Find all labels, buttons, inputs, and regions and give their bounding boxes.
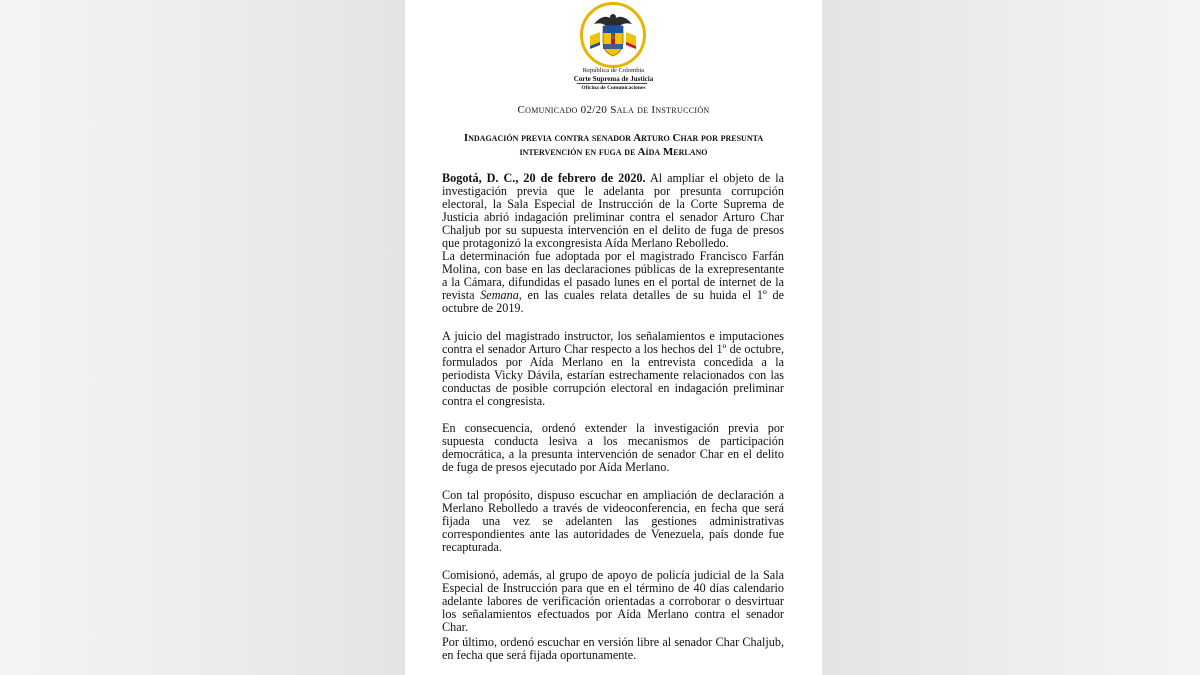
institution-country: República de Colombia <box>582 67 645 74</box>
right-background <box>822 0 1200 675</box>
paragraph-7: Por último, ordenó escuchar en versión libre al senador Char Chaljub, en fecha que será fijada oportunamente. <box>442 635 784 663</box>
header-divider <box>577 83 647 84</box>
paragraph-2 <box>442 250 784 315</box>
paragraph-6: Comisionó, además, al grupo de apoyo de policía judicial de la Sala Especial de Instrucción para que en el término de 40 días calendario adelante labores de verificación orientadas a corroborar o desvirtuar los señalamientos efectuados por Aída Merlano contra el senador Char. <box>442 568 784 635</box>
paragraph-4: En consecuencia, ordenó extender la investigación previa por supuesta conducta lesiva a los mecanismos de participación democrática, a la presunta intervención de senador Char en el delito de fuga de presos ejecutado por Aída Merlano. <box>442 421 784 475</box>
paragraph-1-text: Al ampliar el objeto de la investigación previa que le adelanta por presunta corrupción electoral, la Sala Especial de Instrucción de la Corte Suprema de Justicia abrió indagación preliminar contra el senador Arturo Char Chaljub por su supuesta intervención en el delito de fuga de presos que protagonizó la excongresista Aída Merlano Rebolledo. <box>442 171 784 251</box>
magazine-name: Semana <box>480 288 519 303</box>
paragraph-2-text-a: La determinación fue adoptada por el magistrado Francisco Farfán Molina, con base en las declaraciones públicas de la exrepresentante a la Cámara, difundidas el pasado lunes en el portal de internet de la revista <box>442 249 784 303</box>
institution-office: Oficina de Comunicaciones <box>581 84 646 91</box>
document-page <box>405 0 822 675</box>
paragraph-1 <box>442 172 784 251</box>
communique-number: Comunicado 02/20 Sala de Instrucción <box>517 104 710 116</box>
dateline: Bogotá, D. C., 20 de febrero de 2020. <box>442 171 646 185</box>
paragraph-5: Con tal propósito, dispuso escuchar en ampliación de declaración a Merlano Rebolledo a través de videoconferencia, en fecha que será fijada una vez se adelanten las gestiones administrativas correspondientes ante las autoridades de Venezuela, país donde fue recapturada. <box>442 488 784 555</box>
colombia-coat-of-arms-icon <box>580 2 646 68</box>
paragraph-2-text-b: , en las cuales relata detalles de su huida el 1º de octubre de 2019. <box>442 288 784 316</box>
paragraph-3: A juicio del magistrado instructor, los señalamientos e imputaciones contra el senador Arturo Char respecto a los hechos del 1º de octubre, formulados por Aída Merlano en la entrevista concedida a la periodista Vicky Dávila, estarían estrechamente relacionados con las conductas de posible corrupción electoral en indagación preliminar contra el congresista. <box>442 329 784 409</box>
institution-court: Corte Suprema de Justicia <box>573 74 654 83</box>
communique-headline: Indagación previa contra senador Arturo Char por presunta intervención en fuga de Aída Merlano <box>463 132 764 158</box>
left-background <box>0 0 405 675</box>
